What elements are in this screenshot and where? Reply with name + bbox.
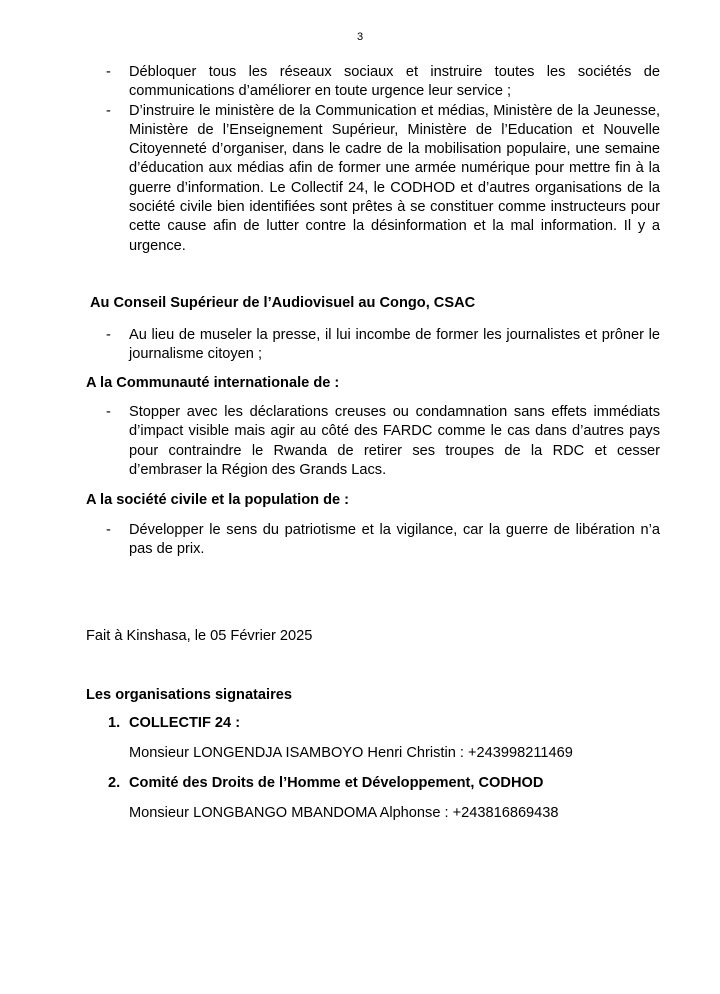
org-number: 2.	[108, 775, 121, 791]
civil-heading: A la société civile et la population de :	[86, 492, 350, 508]
bullet-dash: -	[106, 522, 111, 538]
bullet-dash: -	[106, 64, 111, 80]
list-item	[106, 326, 660, 365]
intl-list	[106, 403, 660, 480]
bullet-dash: -	[106, 404, 111, 420]
signatory-contact: Monsieur LONGENDJA ISAMBOYO Henri Christin : +243998211469	[129, 745, 573, 761]
csac-heading: Au Conseil Supérieur de l’Audiovisuel au Congo, CSAC	[90, 295, 476, 311]
org-number: 1.	[108, 715, 121, 731]
signatory-contact: Monsieur LONGBANGO MBANDOMA Alphonse : +243816869438	[129, 805, 559, 821]
list-item-text: Au lieu de museler la presse, il lui incombe de former les journalistes et prôner le journalisme citoyen ;	[129, 327, 660, 363]
list-item	[106, 63, 660, 102]
list-item-text: D’instruire le ministère de la Communication et médias, Ministère de la Jeunesse, Ministère de l’Enseignement Supérieur, Ministère de l’Education et Nouvelle Citoyenneté d’organiser, dans le cadre de la mobilisation populaire, une semaine d’éducation aux médias afin de former une armée numérique pour mettre fin à la guerre d’information. Le Collectif 24, le CODHOD et d’autres organisations de la société civile bien identifiées sont prêtes à se constituer comme instructeurs pour cette cause afin de lutter contre la désinformation et la mal information. Il y a urgence.	[129, 102, 660, 254]
demands-list	[106, 63, 660, 256]
page-number: 3	[356, 31, 364, 43]
org-name: COLLECTIF 24 :	[129, 715, 241, 731]
bullet-dash: -	[106, 102, 111, 119]
org-name: Comité des Droits de l’Homme et Développement, CODHOD	[129, 775, 544, 791]
signatory-org	[108, 774, 543, 793]
csac-list	[106, 326, 660, 365]
intl-heading: A la Communauté internationale de :	[86, 375, 340, 391]
list-item	[106, 521, 660, 560]
signatories-heading: Les organisations signataires	[86, 687, 293, 703]
list-item-text: Développer le sens du patriotisme et la vigilance, car la guerre de libération n’a pas de prix.	[129, 522, 660, 558]
civil-list	[106, 521, 660, 560]
list-item	[106, 102, 660, 256]
list-item-text: Débloquer tous les réseaux sociaux et instruire toutes les sociétés de communications d’améliorer en toute urgence leur service ;	[129, 64, 660, 100]
list-item-text: Stopper avec les déclarations creuses ou condamnation sans effets immédiats d’impact visible mais agir au côté des FARDC comme le cas dans d’autres pays pour contraindre le Rwanda de retirer ses troupes de la RDC et cesser d’embraser la Région des Grands Lacs.	[129, 404, 660, 478]
list-item	[106, 403, 660, 480]
signatory-org	[108, 714, 240, 733]
bullet-dash: -	[106, 327, 111, 343]
closing-line: Fait à Kinshasa, le 05 Février 2025	[86, 628, 313, 644]
